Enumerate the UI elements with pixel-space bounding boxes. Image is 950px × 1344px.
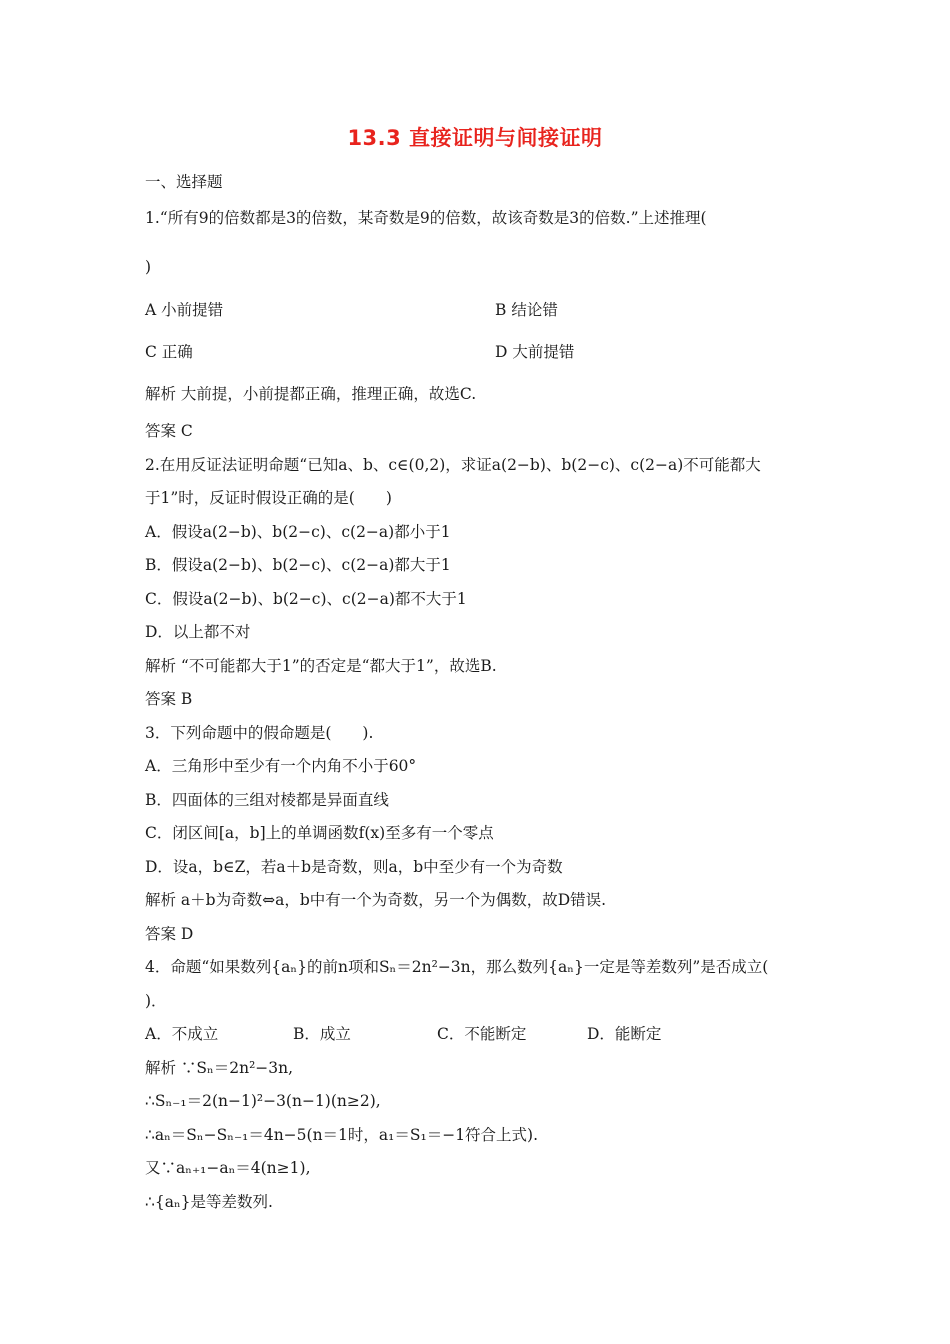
q3-option-a: A．三角形中至少有一个内角不小于60° bbox=[145, 757, 417, 775]
q2-option-d: D．以上都不对 bbox=[145, 623, 251, 641]
q2-analysis: 解析 “不可能都大于1”的否定是“都大于1”，故选B. bbox=[145, 657, 497, 675]
q4-analysis-line4: 又∵aₙ₊₁−aₙ＝4(n≥1), bbox=[145, 1159, 311, 1177]
q2-option-b: B．假设a(2−b)、b(2−c)、c(2−a)都大于1 bbox=[145, 556, 451, 574]
q4-option-b: B．成立 bbox=[293, 1025, 351, 1043]
q3-option-b: B．四面体的三组对棱都是异面直线 bbox=[145, 791, 389, 809]
q1-option-b: B 结论错 bbox=[495, 301, 558, 319]
q2-stem-line2: 于1”时，反证时假设正确的是( ) bbox=[145, 489, 392, 507]
q1-option-a: A 小前提错 bbox=[145, 301, 224, 319]
q4-analysis-line2: ∴Sₙ₋₁＝2(n−1)²−3(n−1)(n≥2), bbox=[145, 1092, 381, 1110]
q2-option-a: A．假设a(2−b)、b(2−c)、c(2−a)都小于1 bbox=[145, 523, 451, 541]
q4-stem-line1: 4．命题“如果数列{aₙ}的前n项和Sₙ＝2n²−3n，那么数列{aₙ}一定是等差数列”是否成立( bbox=[145, 958, 769, 976]
q1-stem: 1.“所有9的倍数都是3的倍数，某奇数是9的倍数，故该奇数是3的倍数.”上述推理( bbox=[145, 209, 707, 227]
q4-analysis-line5: ∴{aₙ}是等差数列. bbox=[145, 1193, 273, 1211]
q1-answer: 答案 C bbox=[145, 422, 193, 440]
q2-answer: 答案 B bbox=[145, 690, 193, 708]
q1-option-c: C 正确 bbox=[145, 343, 193, 361]
q3-analysis: 解析 a＋b为奇数⇔a，b中有一个为奇数，另一个为偶数，故D错误. bbox=[145, 891, 607, 909]
q3-option-d: D．设a，b∈Z，若a＋b是奇数，则a，b中至少有一个为奇数 bbox=[145, 858, 563, 876]
q2-stem-line1: 2.在用反证法证明命题“已知a、b、c∈(0,2)，求证a(2−b)、b(2−c)、c(2−a)不可能都大 bbox=[145, 456, 761, 474]
q4-option-d: D．能断定 bbox=[587, 1025, 662, 1043]
q3-option-c: C．闭区间[a，b]上的单调函数f(x)至多有一个零点 bbox=[145, 824, 494, 842]
q1-option-d: D 大前提错 bbox=[495, 343, 575, 361]
q1-stem-end: ) bbox=[145, 258, 152, 276]
document-title: 13.3 直接证明与间接证明 bbox=[347, 126, 603, 150]
q4-option-c: C．不能断定 bbox=[437, 1025, 527, 1043]
q1-analysis: 解析 大前提，小前提都正确，推理正确，故选C. bbox=[145, 385, 477, 403]
q4-analysis-line3: ∴aₙ＝Sₙ−Sₙ₋₁＝4n−5(n＝1时，a₁＝S₁＝−1符合上式). bbox=[145, 1126, 539, 1144]
q4-stem-line2: )． bbox=[145, 992, 167, 1010]
q3-stem: 3．下列命题中的假命题是( ). bbox=[145, 724, 374, 742]
q2-option-c: C．假设a(2−b)、b(2−c)、c(2−a)都不大于1 bbox=[145, 590, 467, 608]
q4-analysis-line1: 解析 ∵Sₙ＝2n²−3n, bbox=[145, 1059, 294, 1077]
q4-option-a: A．不成立 bbox=[145, 1025, 219, 1043]
q3-answer: 答案 D bbox=[145, 925, 194, 943]
section-heading: 一、选择题 bbox=[145, 173, 223, 191]
